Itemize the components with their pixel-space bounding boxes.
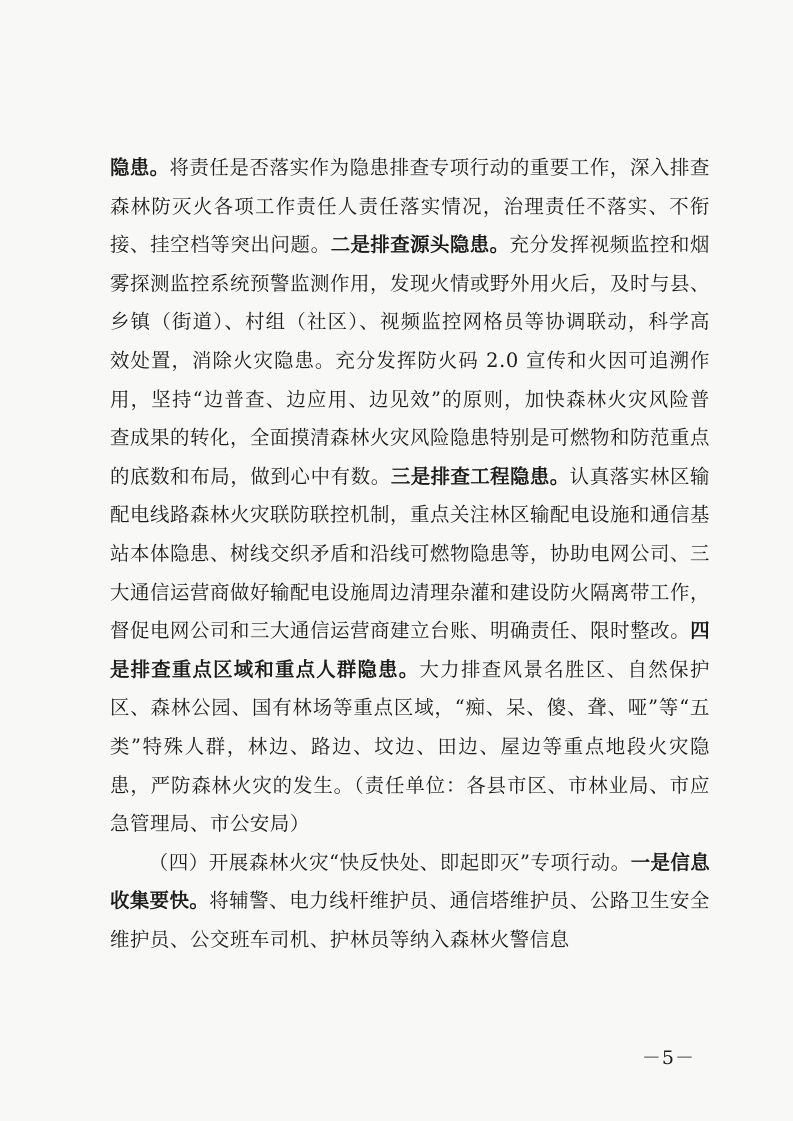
text-run: 大力排查风景名胜区、自然保护区、森林公园、国有林场等重点区域，“痴、呆、傻、聋、哑”等“五类”特殊人群，林边、路边、坟边、田边、屋边等重点地段火灾隐患，严防森林火灾的发生。（责任单位：各县市区、市林业局、市应急管理局、市公安局）: [110, 657, 710, 836]
page-number: －5－: [641, 1047, 695, 1069]
text-run: 将责任是否落实作为隐患排查专项行动的重要工作，深入排查森林防灭火各项工作责任人责任落实情况，治理责任不落实、不衔接、挂空档等突出问题。: [110, 156, 710, 257]
text-run: 认真落实林区输配电线路森林火灾联防联控机制，重点关注林区输配电设施和通信基站本体隐患、树线交织矛盾和沿线可燃物隐患等，协助电网公司、三大通信运营商做好输配电设施周边清理杂灌和建设防火隔离带工作，督促电网公司和三大通信运营商建立台账、明确责任、限时整改。: [110, 464, 711, 643]
bold-heading-run: 隐患。: [110, 156, 170, 179]
body-text: [110, 149, 710, 959]
bold-heading-run: 四是排查重点区域和重点人群隐患。: [110, 619, 710, 681]
bold-heading-run: 三是排查工程隐患。: [390, 464, 570, 488]
bold-heading-run: 一是信息收集要快。: [110, 850, 710, 913]
text-run: 充分发挥视频监控和烟雾探测监控系统预警监测作用，发现火情或野外用火后，及时与县、乡镇（街道）、村组（社区）、视频监控网格员等协调联动，科学高效处置，消除火灾隐患。充分发挥防火码 2.0 宣传和火因可追溯作用，坚持“边普查、边应用、边见效”的原则，加快森林火灾风险普查成果的转化，全面摸清森林火灾风险隐患特别是可燃物和防范重点的底数和布局，做到心中有数。: [110, 233, 710, 488]
paragraph-p1: [110, 149, 710, 844]
text-run: 将辅警、电力线杆维护员、通信塔维护员、公路卫生安全维护员、公交班车司机、护林员等纳入森林火警信息: [110, 889, 711, 951]
text-run: （四）开展森林火灾“快反快处、即起即灭”专项行动。: [148, 850, 631, 874]
paragraph-p2: [110, 844, 710, 960]
bold-heading-run: 二是排查源头隐患。: [330, 233, 510, 257]
